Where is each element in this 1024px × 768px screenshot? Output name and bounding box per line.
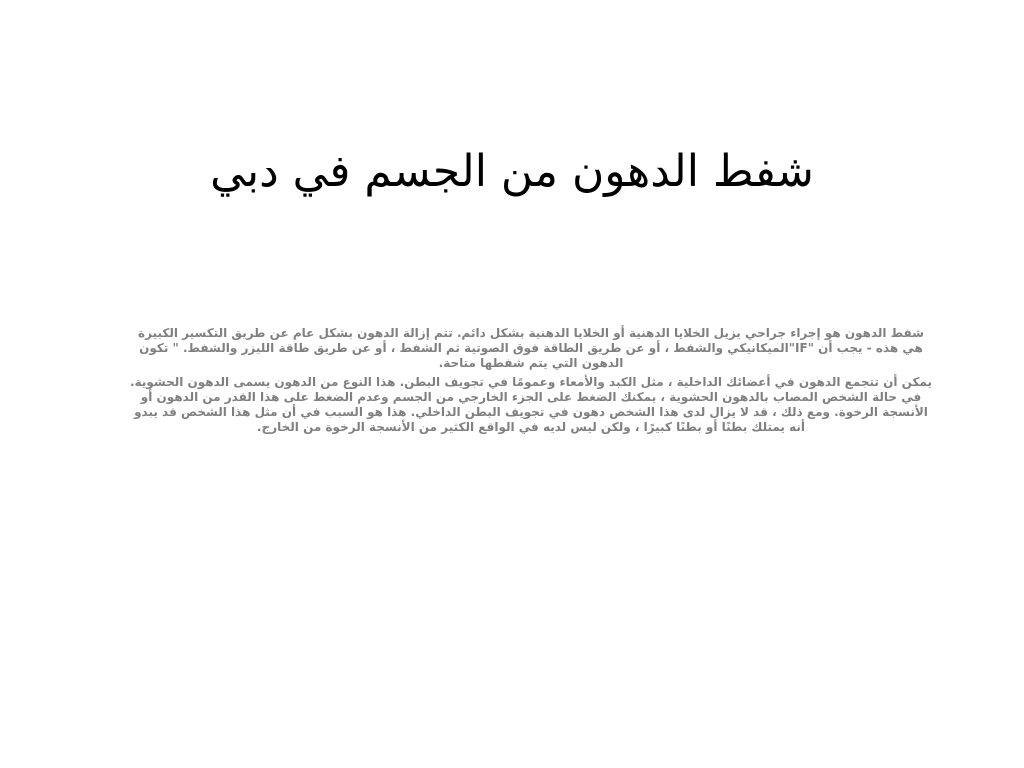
body-paragraph-1: شفط الدهون هو إجراء جراحي يزيل الخلايا الدهنية أو الخلايا الدهنية بشكل دائم. تتم إزالة الدهون بشكل عام عن طريق التكسير الكبيرة هي هذه - يجب أن "IF"الميكانيكي والشفط ، أو عن طريق الطاقة فوق الصوتية ثم الشفط ، أو عن طريق طاقة الليزر والشفط. " تكون الدهون التي يتم شفطها متاحة. [138, 326, 924, 370]
slide-title: شفط الدهون من الجسم في دبي [210, 146, 814, 197]
body-paragraph-2: يمكن أن تتجمع الدهون في أعضائك الداخلية ، مثل الكبد والأمعاء وعمومًا في تجويف البطن. هذا النوع من الدهون يسمى الدهون الحشوية. في حالة الشخص المصاب بالدهون الحشوية ، يمكنك الضغط على الجزء الخارجي من الجسم وعدم الضغط على هذا القدر من الدهون أو الأنسجة الرخوة. ومع ذلك ، قد لا يزال لدى هذا الشخص دهون في تجويف البطن الداخلي. هذا هو السبب في أن مثل هذا الشخص قد يبدو أنه يمتلك بطنًا أو بطنًا كبيرًا ، ولكن ليس لديه في الواقع الكثير من الأنسجة الرخوة من الخارج. [130, 375, 932, 434]
slide-body [128, 326, 934, 439]
